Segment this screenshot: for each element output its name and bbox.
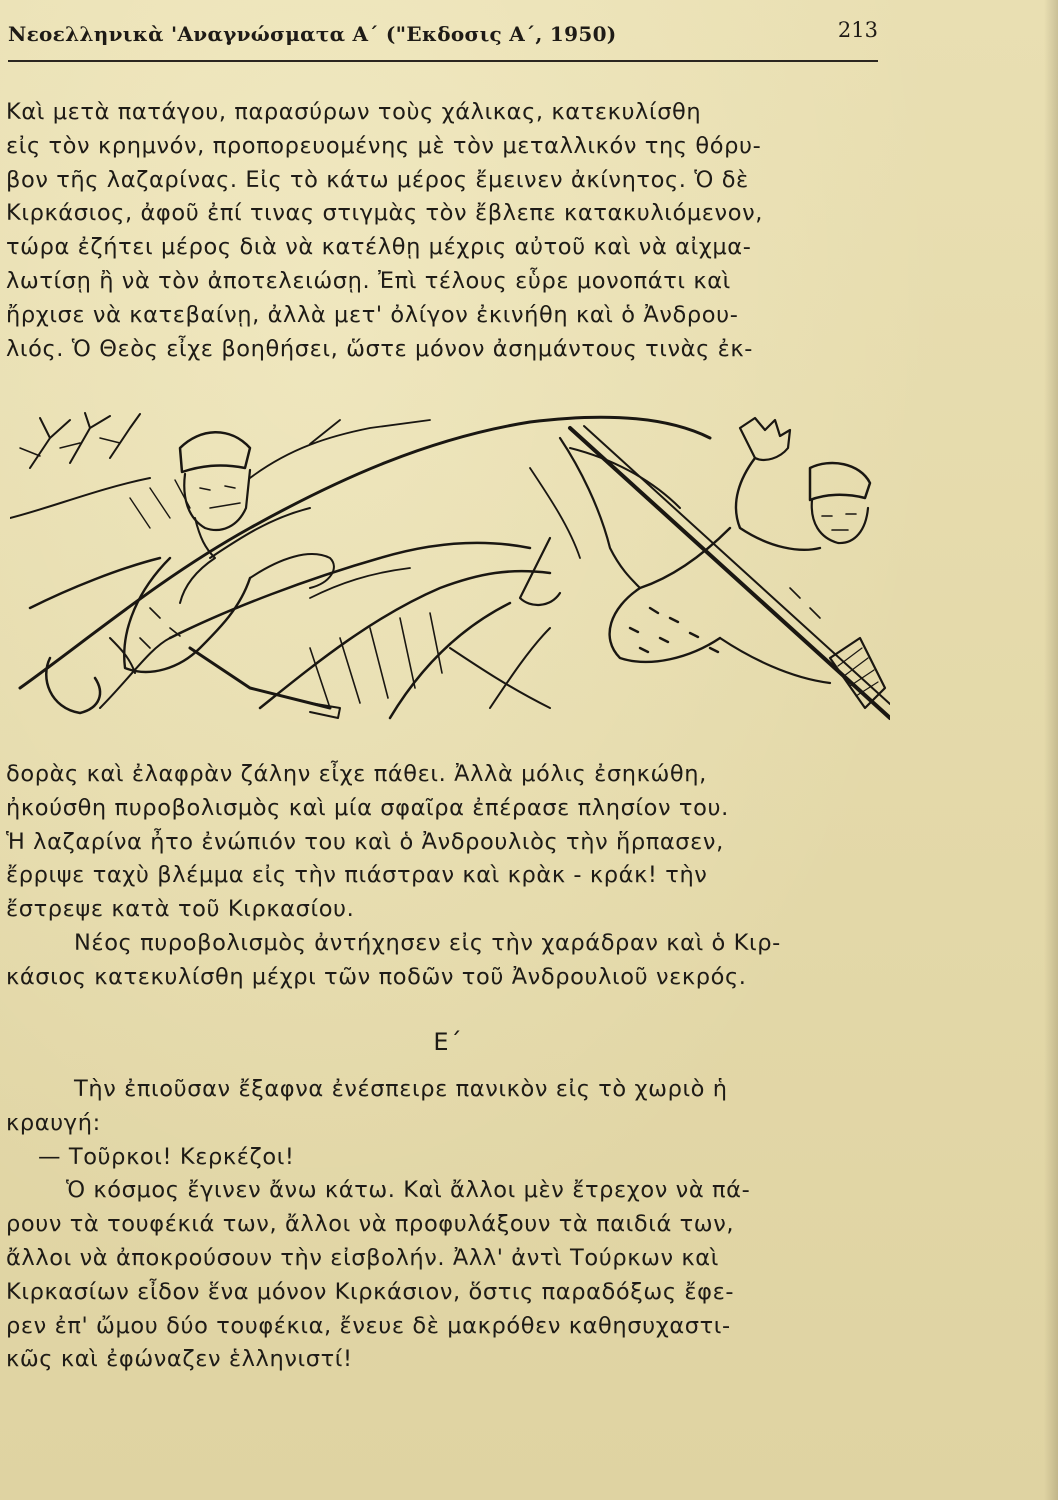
- text-line: κραυγή:: [6, 1109, 101, 1136]
- paragraph-middle: [6, 758, 890, 995]
- text-line: ἠκούσθη πυροβολισμὸς καὶ μία σφαῖρα ἐπέρασε πλησίον του.: [6, 794, 729, 821]
- text-line: Τὴν ἐπιοῦσαν ἔξαφνα ἐνέσπειρε πανικὸν εἰς τὸ χωριὸ ἡ: [74, 1076, 728, 1102]
- text-line: Κιρκάσιος, ἀφοῦ ἐπί τινας στιγμὰς τὸν ἔβλεπε κατακυλιόμενον,: [6, 200, 763, 227]
- text-line: βον τῆς λαζαρίνας. Εἰς τὸ κάτω μέρος ἔμεινεν ἀκίνητος. Ὁ δὲ: [6, 166, 749, 193]
- text-line: Νέος πυροβολισμὸς ἀντήχησεν εἰς τὴν χαράδραν καὶ ὁ Κιρ-: [74, 929, 781, 956]
- section-heading: Ε΄: [433, 1028, 463, 1056]
- text-line: ἔρριψε ταχὺ βλέμμα εἰς τὴν πιάστραν καὶ κρὰκ - κράκ! τὴν: [6, 862, 708, 889]
- paragraph-bottom: [6, 1073, 890, 1377]
- text-line: Ἡ λαζαρίνα ἦτο ἐνώπιόν του καὶ ὁ Ἀνδρουλιὸς τὴν ἥρπασεν,: [6, 828, 724, 855]
- text-line: εἰς τὸν κρημνόν, προπορευομένης μὲ τὸν μεταλλικόν της θόρυ-: [6, 132, 762, 159]
- text-line: Κιρκασίων εἶδον ἕνα μόνον Κιρκάσιον, ὅστις παραδόξως ἔφε-: [6, 1278, 735, 1305]
- page-spine-shadow: [1044, 0, 1058, 1500]
- illustration-ravine-fight: [10, 408, 890, 738]
- text-line: κῶς καὶ ἐφώναζεν ἑλληνιστί!: [6, 1346, 353, 1373]
- text-line: ρεν ἐπ' ὤμου δύο τουφέκια, ἔνευε δὲ μακρόθεν καθησυχαστι-: [6, 1312, 731, 1339]
- text-line: κάσιος κατεκυλίσθη μέχρι τῶν ποδῶν τοῦ Ἀνδρουλιοῦ νεκρός.: [6, 963, 747, 990]
- paragraph-top: [6, 96, 890, 366]
- text-line: ἤρχισε νὰ κατεβαίνῃ, ἀλλὰ μετ' ὀλίγον ἐκινήθη καὶ ὁ Ἀνδρου-: [6, 301, 739, 328]
- text-line: Καὶ μετὰ πατάγου, παρασύρων τοὺς χάλικας, κατεκυλίσθη: [6, 99, 702, 125]
- header-rule: [8, 60, 878, 62]
- text-line: ρουν τὰ τουφέκιά των, ἄλλοι νὰ προφυλάξουν τὰ παιδιά των,: [6, 1211, 735, 1238]
- text-line: Ὁ κόσμος ἔγινεν ἄνω κάτω. Καὶ ἄλλοι μὲν ἔτρεχον νὰ πά-: [66, 1177, 751, 1204]
- text-line: δορὰς καὶ ἐλαφρὰν ζάλην εἶχε πάθει. Ἀλλὰ μόλις ἐσηκώθη,: [6, 761, 707, 787]
- text-line: ἔστρεψε κατὰ τοῦ Κιρκασίου.: [6, 896, 355, 923]
- book-title: Νεοελληνικὰ 'Αναγνώσματα Α΄ ("Εκδοσις Α΄, 1950): [8, 22, 617, 46]
- text-line: — Τοῦρκοι! Κερκέζοι!: [38, 1143, 295, 1170]
- page-number: 213: [837, 18, 878, 42]
- running-header: [8, 18, 878, 58]
- text-line: ἄλλοι νὰ ἀποκρούσουν τὴν εἰσβολήν. Ἀλλ' ἀντὶ Τούρκων καὶ: [6, 1244, 719, 1271]
- text-line: λιός. Ὁ Θεὸς εἶχε βοηθήσει, ὥστε μόνον ἀσημάντους τινὰς ἐκ-: [6, 335, 753, 362]
- text-line: τώρα ἐζήτει μέρος διὰ νὰ κατέλθῃ μέχρις αὐτοῦ καὶ νὰ αἰχμα-: [6, 234, 752, 261]
- text-line: λωτίσῃ ἢ νὰ τὸν ἀποτελειώσῃ. Ἐπὶ τέλους εὗρε μονοπάτι καὶ: [6, 267, 731, 294]
